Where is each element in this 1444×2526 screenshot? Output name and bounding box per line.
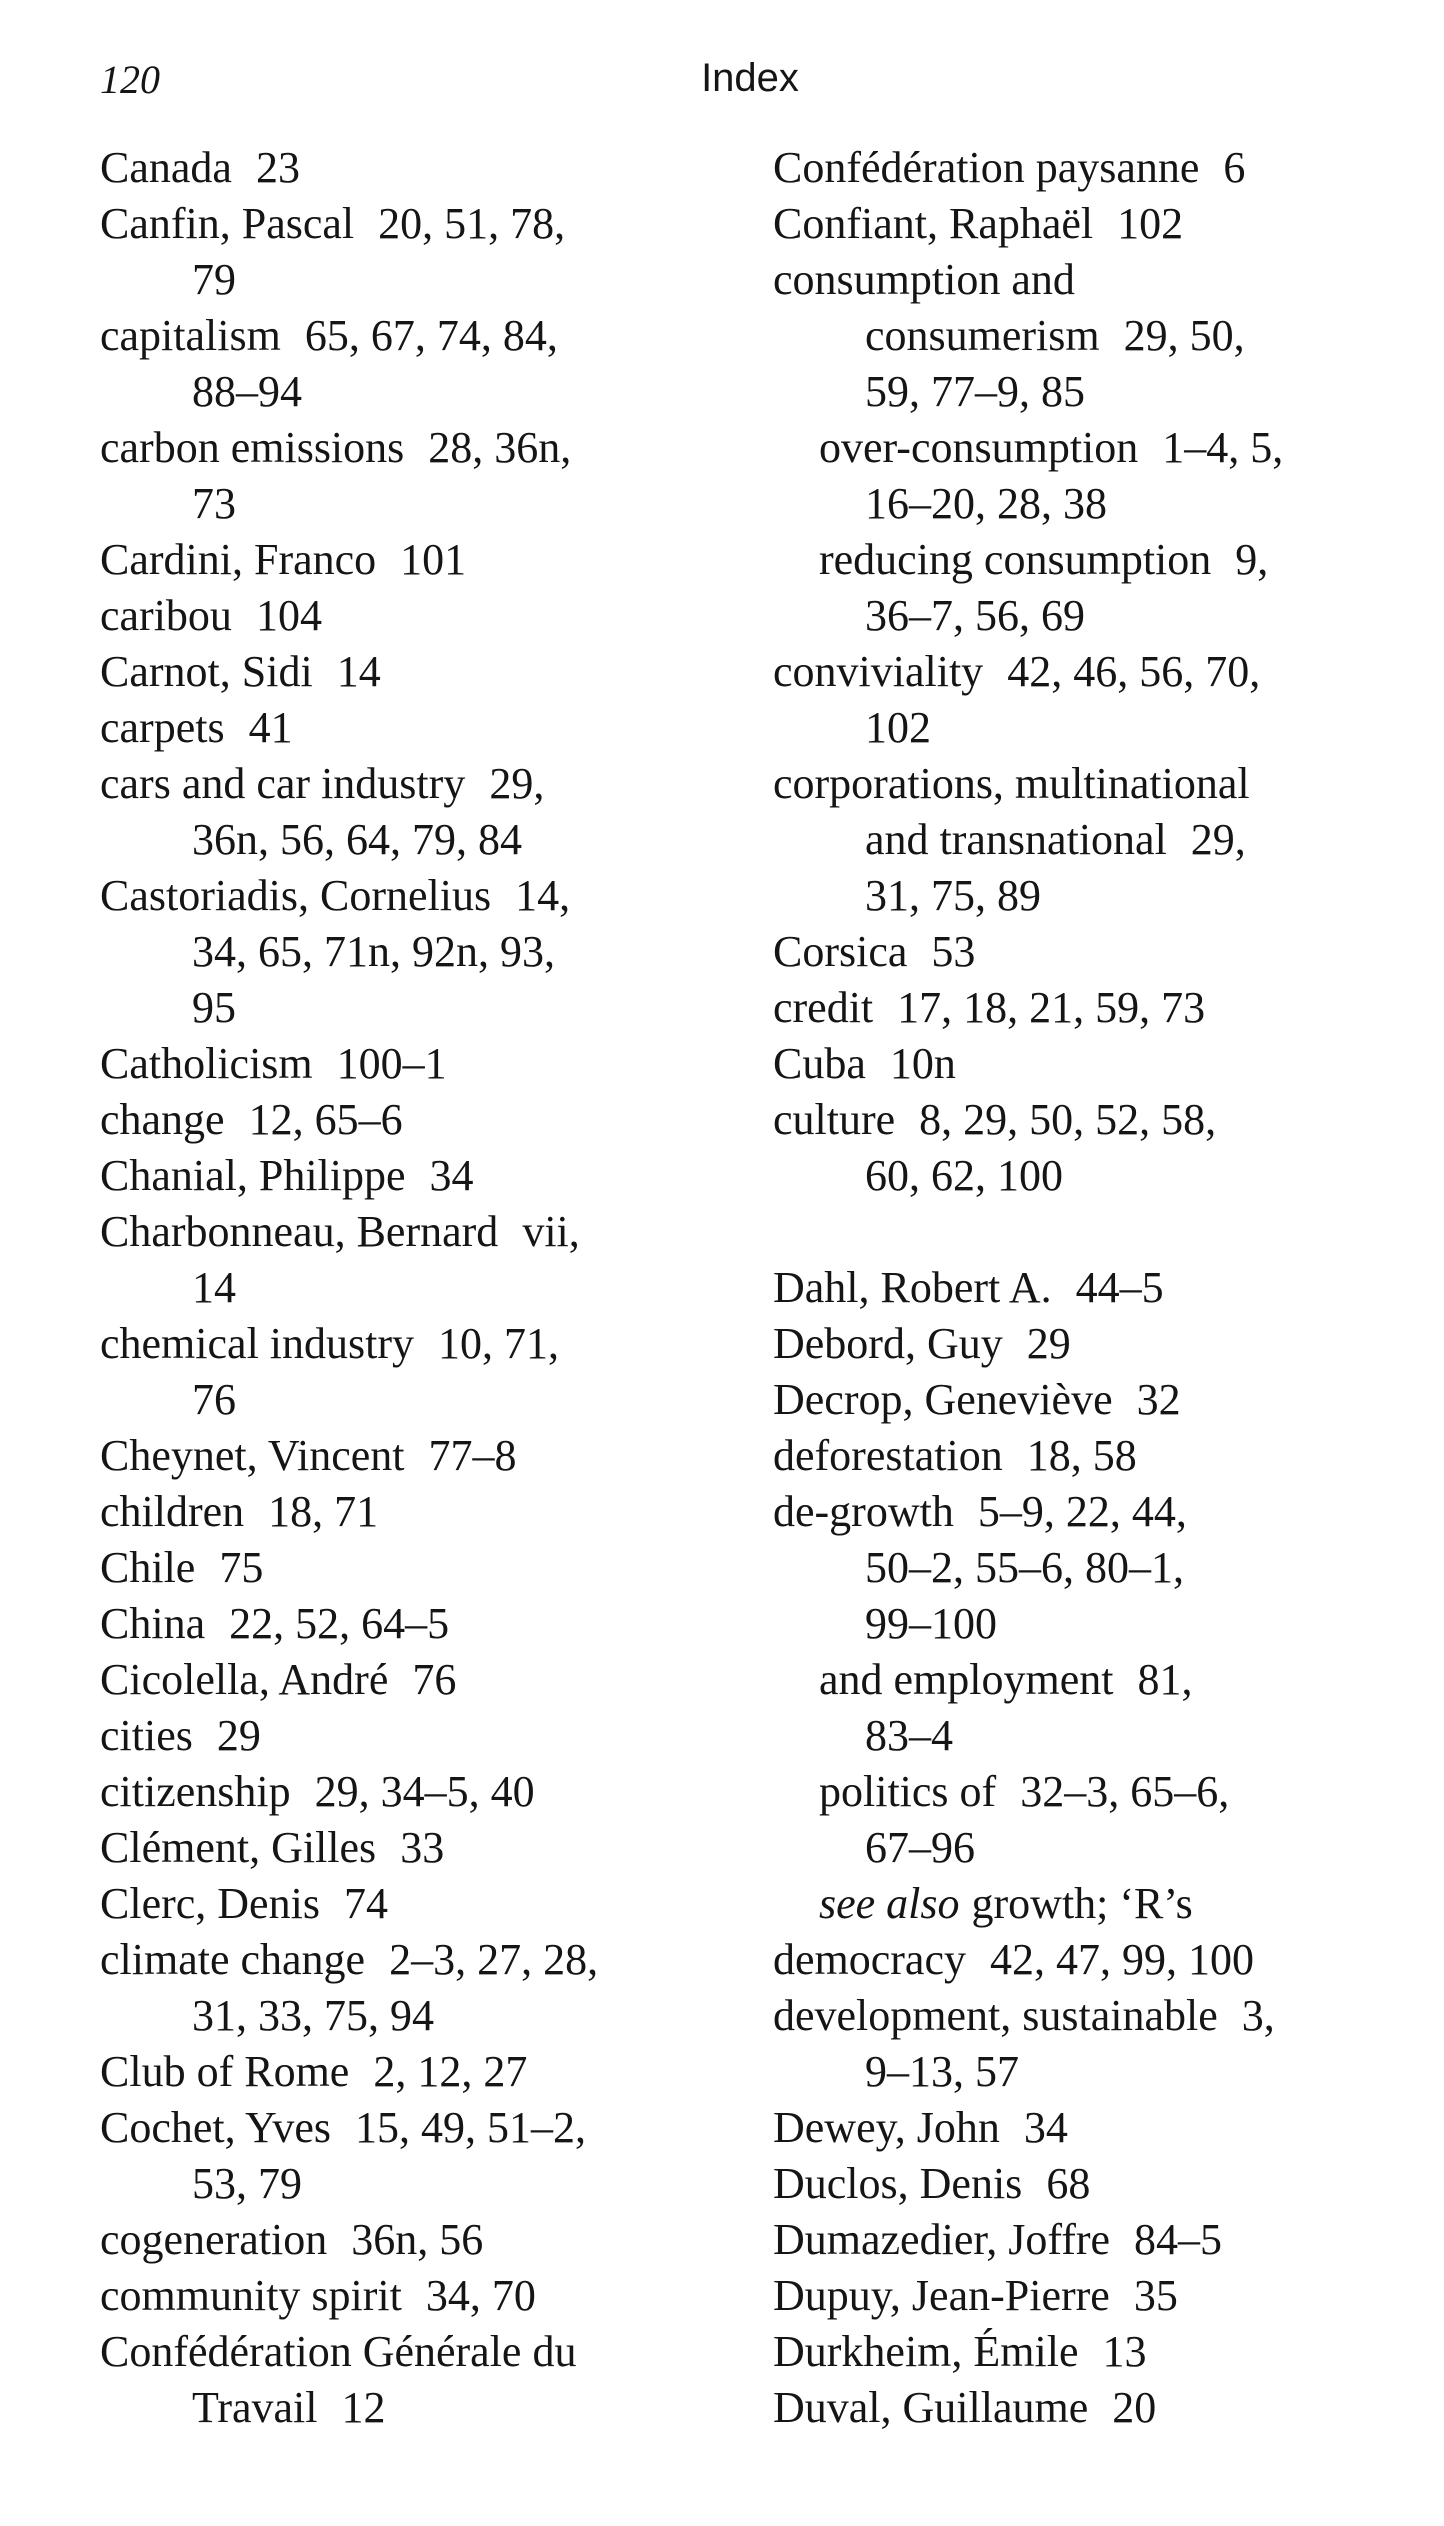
page-locators: 44–5 (1075, 1263, 1164, 1312)
index-term: Debord, Guy (773, 1319, 1003, 1368)
page-locators: vii, (522, 1207, 580, 1256)
page-locators: 29 (1026, 1319, 1071, 1368)
index-term: consumption and (773, 255, 1075, 304)
page-locators: 100–1 (336, 1039, 447, 1088)
index-line (773, 2044, 1403, 2100)
index-term: Dumazedier, Joffre (773, 2215, 1111, 2264)
page-locators: 18, 71 (268, 1487, 379, 1536)
index-term: carbon emissions (100, 423, 405, 472)
page-locators: 6 (1223, 143, 1246, 192)
index-line (773, 1036, 1403, 1092)
running-head: Index (701, 56, 799, 100)
index-line (773, 532, 1403, 588)
index-line (100, 252, 700, 308)
page-locators: 28, 36n, (428, 423, 572, 472)
index-line (100, 980, 700, 1036)
page-locators: 22, 52, 64–5 (229, 1599, 450, 1648)
index-line (773, 196, 1403, 252)
index-line (100, 2212, 700, 2268)
index-line (100, 924, 700, 980)
index-line (100, 2324, 700, 2380)
index-line (773, 420, 1403, 476)
page-locators: 12 (341, 2383, 386, 2432)
index-line (100, 1932, 700, 1988)
index-line (773, 1484, 1403, 1540)
index-line (100, 364, 700, 420)
index-term: Confédération paysanne (773, 143, 1200, 192)
index-line (100, 2156, 700, 2212)
index-term: conviviality (773, 647, 984, 696)
index-term: Dewey, John (773, 2103, 1000, 2152)
page-locators: 42, 47, 99, 100 (990, 1935, 1254, 1984)
index-line (100, 196, 700, 252)
index-line (773, 364, 1403, 420)
index-line (773, 1260, 1403, 1316)
index-line (773, 1820, 1403, 1876)
page-locators: 76 (412, 1655, 457, 1704)
index-term: consumerism (865, 311, 1100, 360)
index-term: capitalism (100, 311, 281, 360)
page-locators: growth; ‘R’s (971, 1879, 1193, 1928)
see-also-label: see also (819, 1879, 960, 1928)
index-line (773, 1092, 1403, 1148)
index-term: de-growth (773, 1487, 954, 1536)
page-locators: 79 (192, 255, 236, 304)
page-locators: 29, 34–5, 40 (314, 1767, 535, 1816)
index-term: Castoriadis, Cornelius (100, 871, 492, 920)
index-line (100, 1708, 700, 1764)
index-term: Confédération Générale du (100, 2327, 577, 2376)
index-line (100, 1204, 700, 1260)
index-term: Clerc, Denis (100, 1879, 320, 1928)
index-term: citizenship (100, 1767, 291, 1816)
index-line (100, 1820, 700, 1876)
page-locators: 14, (515, 871, 571, 920)
index-line (773, 756, 1403, 812)
index-line (773, 1428, 1403, 1484)
page-locators: 36n, 56, 64, 79, 84 (192, 815, 522, 864)
index-line (100, 1764, 700, 1820)
index-term: Canfin, Pascal (100, 199, 355, 248)
page-locators: 99–100 (865, 1599, 997, 1648)
page-locators: 34 (429, 1151, 474, 1200)
page-locators: 34, 65, 71n, 92n, 93, (192, 927, 555, 976)
index-line (773, 924, 1403, 980)
page-locators: 20, 51, 78, (378, 199, 566, 248)
page-locators: 1–4, 5, (1162, 423, 1284, 472)
page-locators: 50–2, 55–6, 80–1, (865, 1543, 1184, 1592)
index-term: climate change (100, 1935, 366, 1984)
index-line (100, 476, 700, 532)
index-line (100, 140, 700, 196)
page-locators: 101 (400, 535, 467, 584)
index-line (773, 1372, 1403, 1428)
index-line (100, 1372, 700, 1428)
page-locators: 53 (931, 927, 976, 976)
page-locators: 59, 77–9, 85 (865, 367, 1085, 416)
index-term: and transnational (865, 815, 1167, 864)
index-term: Decrop, Geneviève (773, 1375, 1113, 1424)
page-locators: 41 (248, 703, 293, 752)
index-term: Canada (100, 143, 232, 192)
index-line (773, 700, 1403, 756)
index-term: Charbonneau, Bernard (100, 1207, 499, 1256)
page-locators: 10, 71, (438, 1319, 560, 1368)
index-line (773, 588, 1403, 644)
page-locators: 3, (1241, 1991, 1275, 2040)
index-line (100, 812, 700, 868)
page-locators: 81, (1137, 1655, 1193, 1704)
index-line (100, 1316, 700, 1372)
page-locators: 2–3, 27, 28, (389, 1935, 599, 1984)
index-term: development, sustainable (773, 1991, 1218, 2040)
page-locators: 88–94 (192, 367, 302, 416)
index-line (100, 308, 700, 364)
page-locators: 104 (255, 591, 322, 640)
page-locators: 13 (1102, 2327, 1147, 2376)
page-locators: 32–3, 65–6, (1020, 1767, 1230, 1816)
page-locators: 8, 29, 50, 52, 58, (919, 1095, 1217, 1144)
index-line (773, 1316, 1403, 1372)
page-locators: 10n (889, 1039, 956, 1088)
index-line (773, 1148, 1403, 1204)
page-locators: 42, 46, 56, 70, (1007, 647, 1261, 696)
page-locators: 32 (1136, 1375, 1181, 1424)
index-term: carpets (100, 703, 225, 752)
index-line (100, 2380, 700, 2436)
index-line (773, 308, 1403, 364)
page-locators: 14 (192, 1263, 236, 1312)
index-term: Duclos, Denis (773, 2159, 1023, 2208)
index-line (773, 2324, 1403, 2380)
index-column-right (773, 140, 1403, 2436)
index-line (773, 2212, 1403, 2268)
page-locators: 36n, 56 (351, 2215, 484, 2264)
index-column-left (100, 140, 700, 2436)
index-line (100, 868, 700, 924)
index-term: Duval, Guillaume (773, 2383, 1089, 2432)
index-term: Cuba (773, 1039, 866, 1088)
page-locators: 29, (1190, 815, 1246, 864)
page-locators: 76 (192, 1375, 236, 1424)
index-term: Club of Rome (100, 2047, 350, 2096)
page-locators: 68 (1046, 2159, 1091, 2208)
index-term: Cardini, Franco (100, 535, 377, 584)
index-term: Catholicism (100, 1039, 313, 1088)
index-line (773, 252, 1403, 308)
index-line (773, 1708, 1403, 1764)
page-locators: 84–5 (1134, 2215, 1223, 2264)
index-line (100, 1484, 700, 1540)
page-locators: 12, 65–6 (248, 1095, 403, 1144)
index-term: democracy (773, 1935, 966, 1984)
page-locators: 5–9, 22, 44, (977, 1487, 1187, 1536)
index-term: caribou (100, 591, 232, 640)
index-term: Corsica (773, 927, 908, 976)
index-term: credit (773, 983, 874, 1032)
index-line (100, 756, 700, 812)
page-locators: 33 (400, 1823, 445, 1872)
index-line (100, 1428, 700, 1484)
index-term: cities (100, 1711, 193, 1760)
index-line (100, 1652, 700, 1708)
index-term: Travail (192, 2383, 318, 2432)
index-term: reducing consumption (819, 535, 1212, 584)
index-term: Cheynet, Vincent (100, 1431, 405, 1480)
index-line (100, 1988, 700, 2044)
index-line (773, 644, 1403, 700)
index-term: politics of (819, 1767, 997, 1816)
page-locators: 95 (192, 983, 236, 1032)
page-locators: 31, 75, 89 (865, 871, 1041, 920)
page-locators: 102 (865, 703, 931, 752)
index-line (773, 1596, 1403, 1652)
page-locators: 29 (216, 1711, 261, 1760)
page-locators: 75 (219, 1543, 264, 1592)
index-line (100, 1540, 700, 1596)
index-term: Chile (100, 1543, 196, 1592)
index-term: Carnot, Sidi (100, 647, 313, 696)
index-line (773, 1652, 1403, 1708)
index-term: Confiant, Raphaël (773, 199, 1094, 248)
index-term: deforestation (773, 1431, 1003, 1480)
index-term: Dupuy, Jean-Pierre (773, 2271, 1110, 2320)
index-line (100, 2268, 700, 2324)
index-line (773, 2100, 1403, 2156)
index-term: Clément, Gilles (100, 1823, 377, 1872)
page-locators: 35 (1133, 2271, 1178, 2320)
page-locators: 16–20, 28, 38 (865, 479, 1107, 528)
index-line (100, 2100, 700, 2156)
page-locators: 67–96 (865, 1823, 975, 1872)
index-term: Durkheim, Émile (773, 2327, 1079, 2376)
index-line (100, 1876, 700, 1932)
index-term: Chanial, Philippe (100, 1151, 406, 1200)
index-line (100, 700, 700, 756)
page-locators: 14 (336, 647, 381, 696)
page-locators: 34 (1023, 2103, 1068, 2152)
index-term: over-consumption (819, 423, 1139, 472)
page-locators: 29, (489, 759, 545, 808)
page-locators: 9, (1235, 535, 1269, 584)
page-locators: 29, 50, (1123, 311, 1245, 360)
index-line (773, 2156, 1403, 2212)
page-locators: 31, 33, 75, 94 (192, 1991, 434, 2040)
page-locators: 36–7, 56, 69 (865, 591, 1085, 640)
page-locators: 15, 49, 51–2, (355, 2103, 587, 2152)
index-line (773, 2268, 1403, 2324)
index-term: cars and car industry (100, 759, 466, 808)
index-line (773, 1540, 1403, 1596)
page-locators: 60, 62, 100 (865, 1151, 1063, 1200)
index-term: chemical industry (100, 1319, 415, 1368)
index-term: and employment (819, 1655, 1114, 1704)
page-locators: 65, 67, 74, 84, (304, 311, 558, 360)
index-term: change (100, 1095, 225, 1144)
index-line (100, 1260, 700, 1316)
page-number: 120 (100, 57, 160, 102)
page-locators: 20 (1112, 2383, 1157, 2432)
index-line (100, 420, 700, 476)
index-term: Dahl, Robert A. (773, 1263, 1052, 1312)
index-term: culture (773, 1095, 896, 1144)
letter-gap (773, 1204, 1403, 1260)
index-line (773, 2380, 1403, 2436)
index-line (773, 980, 1403, 1036)
page-locators: 73 (192, 479, 236, 528)
index-line (773, 1988, 1403, 2044)
index-line (100, 2044, 700, 2100)
index-line (100, 532, 700, 588)
page-locators: 77–8 (428, 1431, 517, 1480)
index-line (773, 1764, 1403, 1820)
page-locators: 83–4 (865, 1711, 953, 1760)
page-locators: 17, 18, 21, 59, 73 (897, 983, 1206, 1032)
page-locators: 23 (255, 143, 300, 192)
index-line (773, 1876, 1403, 1932)
index-line (100, 1092, 700, 1148)
index-line (773, 868, 1403, 924)
index-term: Cicolella, André (100, 1655, 389, 1704)
index-term: China (100, 1599, 206, 1648)
index-line (773, 476, 1403, 532)
page-locators: 9–13, 57 (865, 2047, 1019, 2096)
index-term: children (100, 1487, 245, 1536)
page-locators: 102 (1117, 199, 1184, 248)
index-term: corporations, multinational (773, 759, 1250, 808)
index-term: cogeneration (100, 2215, 328, 2264)
index-line (100, 1596, 700, 1652)
index-term: community spirit (100, 2271, 402, 2320)
page-locators: 53, 79 (192, 2159, 302, 2208)
index-line (773, 140, 1403, 196)
index-line (100, 644, 700, 700)
index-term: Cochet, Yves (100, 2103, 332, 2152)
page-locators: 18, 58 (1026, 1431, 1137, 1480)
page-locators: 2, 12, 27 (373, 2047, 528, 2096)
index-line (100, 1148, 700, 1204)
index-line (773, 1932, 1403, 1988)
index-line (773, 812, 1403, 868)
index-line (100, 588, 700, 644)
page-locators: 34, 70 (425, 2271, 536, 2320)
page-locators: 74 (343, 1879, 388, 1928)
index-line (100, 1036, 700, 1092)
